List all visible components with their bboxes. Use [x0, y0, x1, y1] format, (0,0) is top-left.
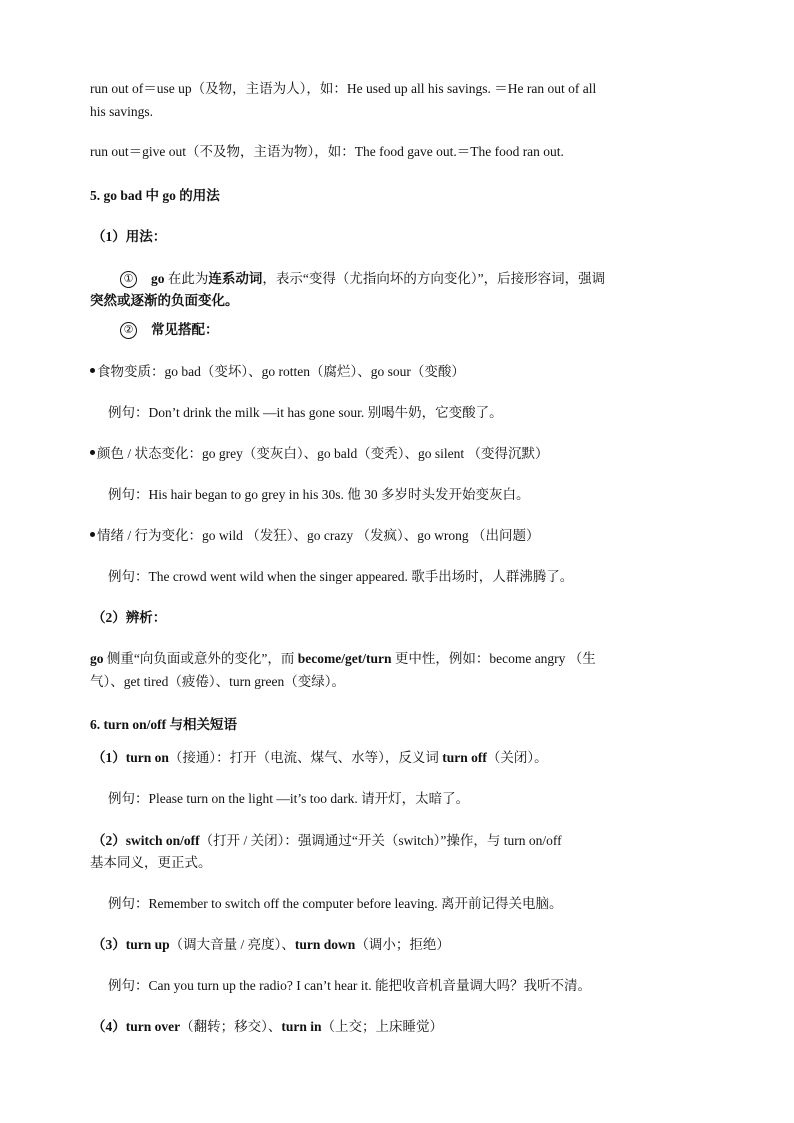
- distinction-line-cont: 气）、get tired（疲倦）、turn green（变绿）。: [90, 674, 345, 689]
- run-out-line: run out＝give out（不及物，主语为物），如：The food gave out.＝The food ran out.: [90, 144, 564, 159]
- item-number: （1）: [92, 750, 126, 765]
- phrase-turn-on: turn on: [125, 750, 169, 765]
- bullet-emotion: [90, 525, 706, 547]
- item-number: （2）: [92, 833, 126, 848]
- phrase-turn-up: turn up: [125, 937, 170, 952]
- phrase-turn-over: turn over: [125, 1019, 181, 1034]
- phrase-turn-in: turn in: [281, 1019, 322, 1034]
- bullet-food: [90, 361, 706, 383]
- bullet-color-state: [90, 443, 706, 465]
- item-text: （打开 / 关闭）：强调通过“开关（switch）”操作，与 turn on/off: [199, 833, 562, 848]
- turn-over-in-item: [92, 1016, 708, 1038]
- turn-up-down-item: [92, 934, 708, 956]
- subheading-usage: （1）用法：: [92, 229, 167, 244]
- item-text-rest: （关闭）。: [486, 750, 548, 765]
- run-out-of-line: run out of＝use up（及物，主语为人），如：He used up all his savings. ＝He ran out of all: [90, 81, 597, 96]
- bullet-icon: [90, 368, 95, 373]
- subheading-distinction: （2）辨析：: [92, 610, 167, 625]
- phrase-turn-down: turn down: [294, 937, 356, 952]
- item-number: （4）: [92, 1019, 126, 1034]
- usage-point-2: [120, 319, 736, 341]
- keyword-go: go: [151, 271, 165, 286]
- distinction-line: [90, 648, 706, 670]
- item-text-rest: （上交；上床睡觉）: [321, 1019, 444, 1034]
- example-sentence: 例句：His hair began to go grey in his 30s. 他 30 多岁时头发开始变灰白。: [108, 487, 530, 502]
- distinction-text-rest: 更中性，例如：become angry （生: [391, 651, 596, 666]
- usage-point-1: [120, 268, 736, 290]
- run-out-of-line-cont: his savings.: [90, 104, 154, 119]
- bullet-icon: [90, 450, 95, 455]
- distinction-text: 侧重“向负面或意外的变化”，而: [103, 651, 298, 666]
- example-sentence: 例句：Please turn on the light —it’s too dark. 请开灯，太暗了。: [108, 791, 470, 806]
- example-sentence: 例句：The crowd went wild when the singer appeared. 歌手出场时，人群沸腾了。: [108, 569, 574, 584]
- example-sentence: 例句：Can you turn up the radio? I can’t hear it. 能把收音机音量调大吗？我听不清。: [108, 978, 592, 993]
- keyword-go: go: [90, 651, 104, 666]
- bullet-icon: [90, 532, 95, 537]
- common-collocations-label: 常见搭配：: [151, 322, 219, 337]
- phrase-turn-off: turn off: [442, 750, 487, 765]
- item-text: （翻转；移交）、: [180, 1019, 282, 1034]
- example-sentence: 例句：Remember to switch off the computer before leaving. 离开前记得关电脑。: [108, 896, 563, 911]
- keyword-linking-verb: 连系动词: [208, 271, 263, 286]
- section-6-heading: 6. turn on/off 与相关短语: [90, 717, 238, 732]
- section-5-heading: 5. go bad 中 go 的用法: [90, 188, 220, 203]
- item-text: （调大音量 / 亮度）、: [169, 937, 295, 952]
- keyword-become-get-turn: become/get/turn: [297, 651, 392, 666]
- bullet-text: 情绪 / 行为变化：go wild （发狂）、go crazy （发疯）、go wrong （出问题）: [97, 528, 540, 543]
- switch-on-off-item: [92, 830, 708, 852]
- item-text-rest: （调小；拒绝）: [355, 937, 450, 952]
- bullet-text: 食物变质：go bad（变坏）、go rotten（腐烂）、go sour（变酸）: [97, 364, 465, 379]
- usage-text-rest: ，表示“变得（尤指向坏的方向变化）”，后接形容词，强调: [262, 271, 606, 286]
- circled-number-1: ①: [120, 271, 137, 288]
- item-text: （接通）：打开（电流、煤气、水等），反义词: [168, 750, 443, 765]
- example-sentence: 例句：Don’t drink the milk —it has gone sour. 别喝牛奶，它变酸了。: [108, 405, 503, 420]
- bullet-text: 颜色 / 状态变化：go grey（变灰白）、go bald（变秃）、go silent （变得沉默）: [97, 446, 549, 461]
- item-number: （3）: [92, 937, 126, 952]
- switch-on-off-item-cont: 基本同义，更正式。: [90, 855, 212, 870]
- usage-text: 在此为: [164, 271, 209, 286]
- turn-on-item: [92, 747, 708, 769]
- phrase-switch-on-off: switch on/off: [125, 833, 200, 848]
- circled-number-2: ②: [120, 322, 137, 339]
- usage-point-1-cont: 突然或逐渐的负面变化。: [90, 293, 239, 308]
